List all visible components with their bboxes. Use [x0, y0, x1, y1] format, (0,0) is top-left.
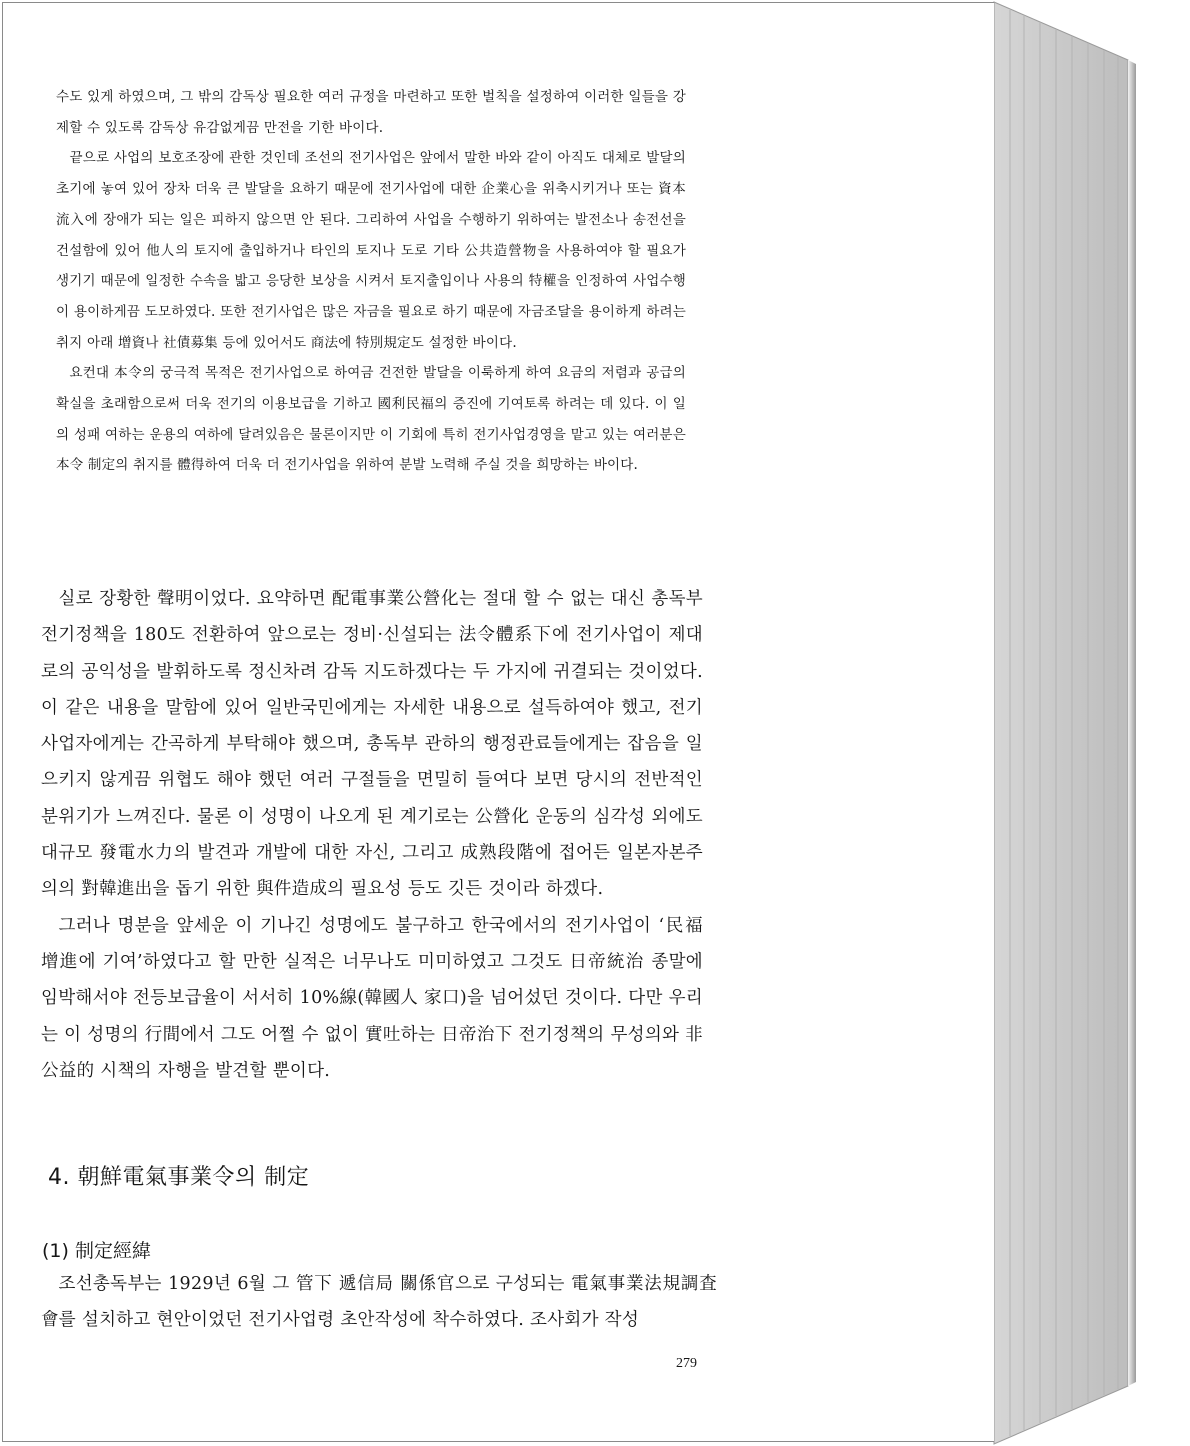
page-number: 279	[676, 1356, 697, 1371]
quote-paragraph: 끝으로 사업의 보호조장에 관한 것인데 조선의 전기사업은 앞에서 말한 바와 같이 아직도 대체로 발달의 초기에 놓여 있어 장차 더욱 큰 발달을 요하기 때문에 전기사업에 대한 企業心을 위축시키거나 또는 資本流入에 장애가 되는 일은 피하지 않으면 안 된다. 그리하여 사업을 수행하기 위하여는 발전소나 송전선을 건설함에 있어 他人의 토지에 출입하거나 타인의 토지나 도로 기타 公共造營物을 사용하여야 할 필요가 생기기 때문에 일정한 수속을 밟고 응당한 보상을 시켜서 토지출입이나 사용의 特權을 인정하여 사업수행이 용이하게끔 도모하였다. 또한 전기사업은 많은 자금을 필요로 하기 때문에 자금조달을 용이하게 하려는 취지 아래 增資나 社債募集 등에 있어서도 商法에 特別規定도 설정한 바이다.	[56, 150, 686, 351]
sub-heading: (1) 制定經緯	[42, 1240, 151, 1262]
section-heading: 4. 朝鮮電氣事業令의 制定	[48, 1165, 310, 1190]
body-text	[41, 581, 703, 1089]
body-paragraph: 그러나 명분을 앞세운 이 기나긴 성명에도 불구하고 한국에서의 전기사업이 ‘民福增進에 기여’하였다고 할 만한 실적은 너무나도 미미하였고 그것도 日帝統治 종말에 임박해서야 전등보급율이 서서히 10%線(韓國人 家口)을 넘어섰던 것이다. 다만 우리는 이 성명의 行間에서 그도 어쩔 수 없이 實吐하는 日帝治下 전기정책의 무성의와 非公益的 시책의 자행을 발견할 뿐이다.	[41, 915, 703, 1081]
quoted-statement	[56, 82, 686, 481]
body-paragraph: 실로 장황한 聲明이었다. 요약하면 配電事業公營化는 절대 할 수 없는 대신 총독부 전기정책을 180도 전환하여 앞으로는 정비·신설되는 法令體系下에 전기사업이 제대로의 공익성을 발휘하도록 정신차려 감독 지도하겠다는 두 가지에 귀결되는 것이었다. 이 같은 내용을 말함에 있어 일반국민에게는 자세한 내용으로 설득하여야 했고, 전기사업자에게는 간곡하게 부탁해야 했으며, 총독부 관하의 행정관료들에게는 잡음을 일으키지 않게끔 위협도 해야 했던 여러 구절들을 면밀히 들여다 보면 당시의 전반적인 분위기가 느껴진다. 물론 이 성명이 나오게 된 계기로는 公營化 운동의 심각성 외에도 대규모 發電水力의 발견과 개발에 대한 자신, 그리고 成熟段階에 접어든 일본자본주의의 對韓進出을 돕기 위한 與件造成의 필요성 등도 깃든 것이라 하겠다.	[41, 589, 703, 900]
quote-paragraph: 요컨대 本令의 궁극적 목적은 전기사업으로 하여금 건전한 발달을 이룩하게 하여 요금의 저렴과 공급의 확실을 초래함으로써 더욱 전기의 이용보급을 기하고 國利民福의 증진에 기여토록 하려는 데 있다. 이 일의 성패 여하는 운용의 여하에 달려있음은 물론이지만 이 기회에 특히 전기사업경영을 맡고 있는 여러분은 本令 制定의 취지를 體得하여 더욱 더 전기사업을 위하여 분발 노력해 주실 것을 희망하는 바이다.	[56, 365, 686, 474]
body-paragraph: 조선총독부는 1929년 6월 그 管下 遞信局 關係官으로 구성되는 電氣事業法規調査會를 설치하고 현안이었던 전기사업령 초안작성에 착수하였다. 조사회가 작성	[41, 1274, 717, 1330]
section-body	[41, 1266, 717, 1338]
quote-paragraph: 수도 있게 하였으며, 그 밖의 감독상 필요한 여러 규정을 마련하고 또한 벌칙을 설정하여 이러한 일들을 강제할 수 있도록 감독상 유감없게끔 만전을 기한 바이다.	[56, 89, 686, 136]
